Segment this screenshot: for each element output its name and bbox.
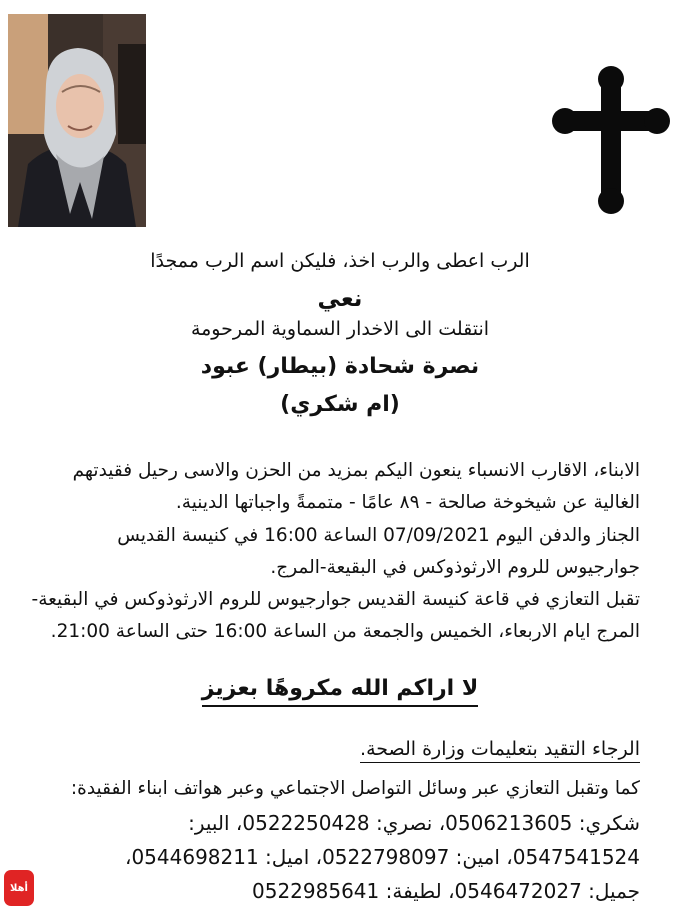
contacts-line: جميل: 0546472027، لطيفة: 0522985641 — [252, 879, 640, 903]
body-line: المرج ايام الاربعاء، الخميس والجمعة من الساعة 16:00 حتى الساعة 21:00. — [50, 621, 640, 643]
body-line: جوارجيوس للروم الارثوذوكس في البقيعة-المرج. — [270, 556, 640, 578]
health-notice: الرجاء التقيد بتعليمات وزارة الصحة. — [360, 738, 640, 763]
announcement-body — [20, 455, 640, 649]
passed-line: انتقلت الى الاخدار السماوية المرحومة — [190, 318, 490, 340]
cross-icon — [552, 66, 670, 214]
slogan-text: لا اراكم الله مكروهًا بعزيز — [202, 676, 479, 707]
deceased-name: نصرة شحادة (بيطار) عبود — [200, 354, 480, 379]
body-line: الجناز والدفن اليوم 07/09/2021 الساعة 16:00 في كنيسة القديس — [117, 524, 640, 546]
announcement-title: نعي — [317, 286, 363, 312]
badge-label: أهلا — [10, 882, 28, 894]
contacts-line: 0547541524، امين: 0522798097، اميل: 0544698211، — [124, 845, 640, 869]
contacts-block — [10, 772, 640, 908]
app-badge-button[interactable] — [4, 870, 34, 906]
contacts-intro: كما وتقبل التعازي عبر وسائل التواصل الاجتماعي وعبر هواتف ابناء الفقيدة: — [70, 778, 640, 799]
body-line: الابناء، الاقارب الانسباء ينعون اليكم بمزيد من الحزن والاسى رحيل فقيدتهم — [72, 460, 640, 481]
condolence-slogan — [0, 676, 680, 707]
contacts-line: شكري: 0506213605، نصري: 0522250428، البير: — [188, 811, 640, 835]
body-line: تقبل التعازي في قاعة كنيسة القديس جوارجيوس للروم الارثوذوكس في البقيعة- — [31, 589, 640, 611]
deceased-nickname: (ام شكري) — [280, 392, 400, 417]
verse-line: الرب اعطى والرب اخذ، فليكن اسم الرب ممجدًا — [150, 250, 530, 272]
body-line: الغالية عن شيخوخة صالحة - ٨٩ عامًا - متممةً واجباتها الدينية. — [175, 492, 640, 514]
portrait-photo — [8, 14, 146, 227]
